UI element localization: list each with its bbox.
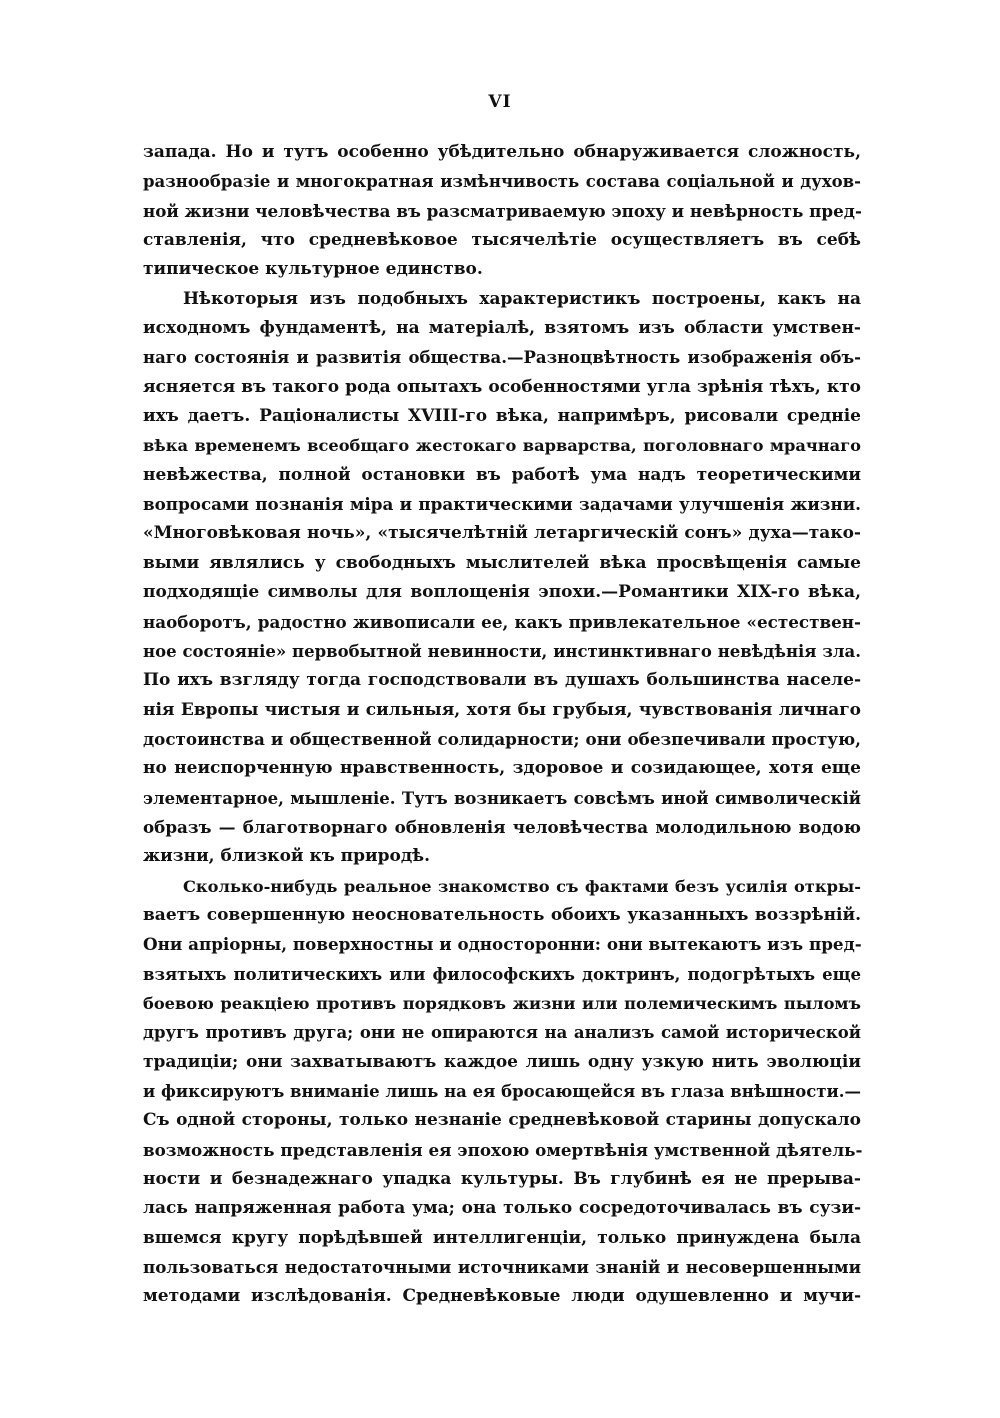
text-line: ное состояніе» первобытной невинности, инстинктивнаго невѣдѣнія зла. (143, 641, 861, 661)
text-line: пользоваться недостаточными источниками знаній и несовершенными (143, 1257, 861, 1278)
text-line: ставленія, что средневѣковое тысячелѣтіе осуществляетъ въ себѣ (143, 230, 861, 251)
text-line: возможность представленія ея эпохою омертвѣнія умственной дѣятель- (143, 1139, 863, 1160)
text-line: традиціи; они захватываютъ каждое лишь одну узкую нить эволюціи (143, 1051, 861, 1072)
text-line: ваетъ совершенную неосновательность обоихъ указанныхъ воззрѣній. (143, 904, 861, 925)
text-line: невѣжества, полной остановки въ работѣ ума надъ теоретическими (143, 464, 861, 485)
text-line: ности и безнадежнаго упадка культуры. Въ глубинѣ ея не прерыва- (143, 1169, 861, 1190)
text-line: типическое культурное единство. (143, 259, 483, 280)
text-line: методами изслѣдованія. Средневѣковые люди одушевленно и мучи- (143, 1286, 861, 1307)
text-line: «Многовѣковая ночь», «тысячелѣтній летаргическій сонъ» духа—тако- (143, 523, 861, 544)
text-line: достоинства и общественной солидарности; они обезпечивали простую, (143, 728, 861, 749)
text-line: исходномъ фундаментѣ, на матеріалѣ, взятомъ изъ области умствен- (143, 318, 861, 339)
text-line: По ихъ взгляду тогда господствовали въ душахъ большинства населе- (143, 670, 861, 691)
text-line: Они апріорны, поверхностны и односторонни: они вытекаютъ изъ пред- (143, 934, 862, 955)
page-number: VI (488, 92, 512, 112)
paragraph-2 (143, 285, 861, 872)
text-line: Нѣкоторыя изъ подобныхъ характеристикъ построены, какъ на (183, 288, 861, 309)
text-line: вопросами познанія міра и практическими задачами улучшенія жизни. (143, 494, 861, 515)
text-line: Сколько-нибудь реальное знакомство съ фактами безъ усилія откры- (183, 876, 861, 896)
text-line: ясняется въ такого рода опытахъ особенностями угла зрѣнія тѣхъ, кто (143, 376, 861, 397)
text-line: вѣка временемъ всеобщаго жестокаго варварства, поголовнаго мрачнаго (143, 436, 861, 456)
text-line: запада. Но и тутъ особенно убѣдительно обнаруживается сложность, (143, 142, 861, 162)
text-line: ихъ даетъ. Раціоналисты XVIII-го вѣка, напримѣръ, рисовали средніе (143, 406, 861, 427)
text-line: Съ одной стороны, только незнаніе средневѣковой старины допускало (143, 1110, 861, 1131)
text-line: и фиксируютъ вниманіе лишь на ея бросающейся въ глаза внѣшности.— (143, 1082, 861, 1101)
page-text (143, 138, 861, 1312)
text-line: нія Европы чистыя и сильныя, хотя бы грубыя, чувствованія личнаго (143, 699, 861, 720)
text-line: выми являлись у свободныхъ мыслителей вѣка просвѣщенія самые (143, 552, 861, 573)
text-line: элементарное, мышленіе. Тутъ возникаетъ совсѣмъ иной символическій (143, 788, 861, 808)
text-line: другъ противъ друга; они не опираются на анализъ самой исторической (143, 1023, 861, 1043)
text-line: образъ — благотворнаго обновленія человѣчества молодильною водою (143, 816, 861, 837)
text-line: наоборотъ, радостно живописали ее, какъ привлекательное «естествен- (143, 611, 861, 632)
text-line: подходящіе символы для воплощенія эпохи.—Романтики XIX-го вѣка, (143, 582, 861, 603)
text-line: разнообразіе и многократная измѣнчивость состава соціальной и духов- (143, 172, 861, 192)
text-line: ной жизни человѣчества въ разсматриваемую эпоху и невѣрность пред- (143, 200, 862, 221)
paragraph-3 (143, 872, 861, 1312)
text-line: лась напряженная работа ума; она только сосредоточивалась въ сузи- (143, 1198, 861, 1219)
text-line: взятыхъ политическихъ или философскихъ доктринъ, подогрѣтыхъ еще (143, 964, 861, 984)
text-line: вшемся кругу порѣдѣвшей интеллигенціи, только принуждена была (143, 1227, 861, 1248)
text-line: но неиспорченную нравственность, здоровое и созидающее, хотя еще (143, 758, 861, 779)
text-line: боевою реакціею противъ порядковъ жизни или полемическимъ пыломъ (143, 993, 861, 1013)
paragraph-1 (143, 138, 861, 285)
text-line: наго состоянія и развитія общества.—Разноцвѣтность изображенія объ- (143, 348, 861, 368)
text-line: жизни, близкой къ природѣ. (143, 846, 431, 867)
